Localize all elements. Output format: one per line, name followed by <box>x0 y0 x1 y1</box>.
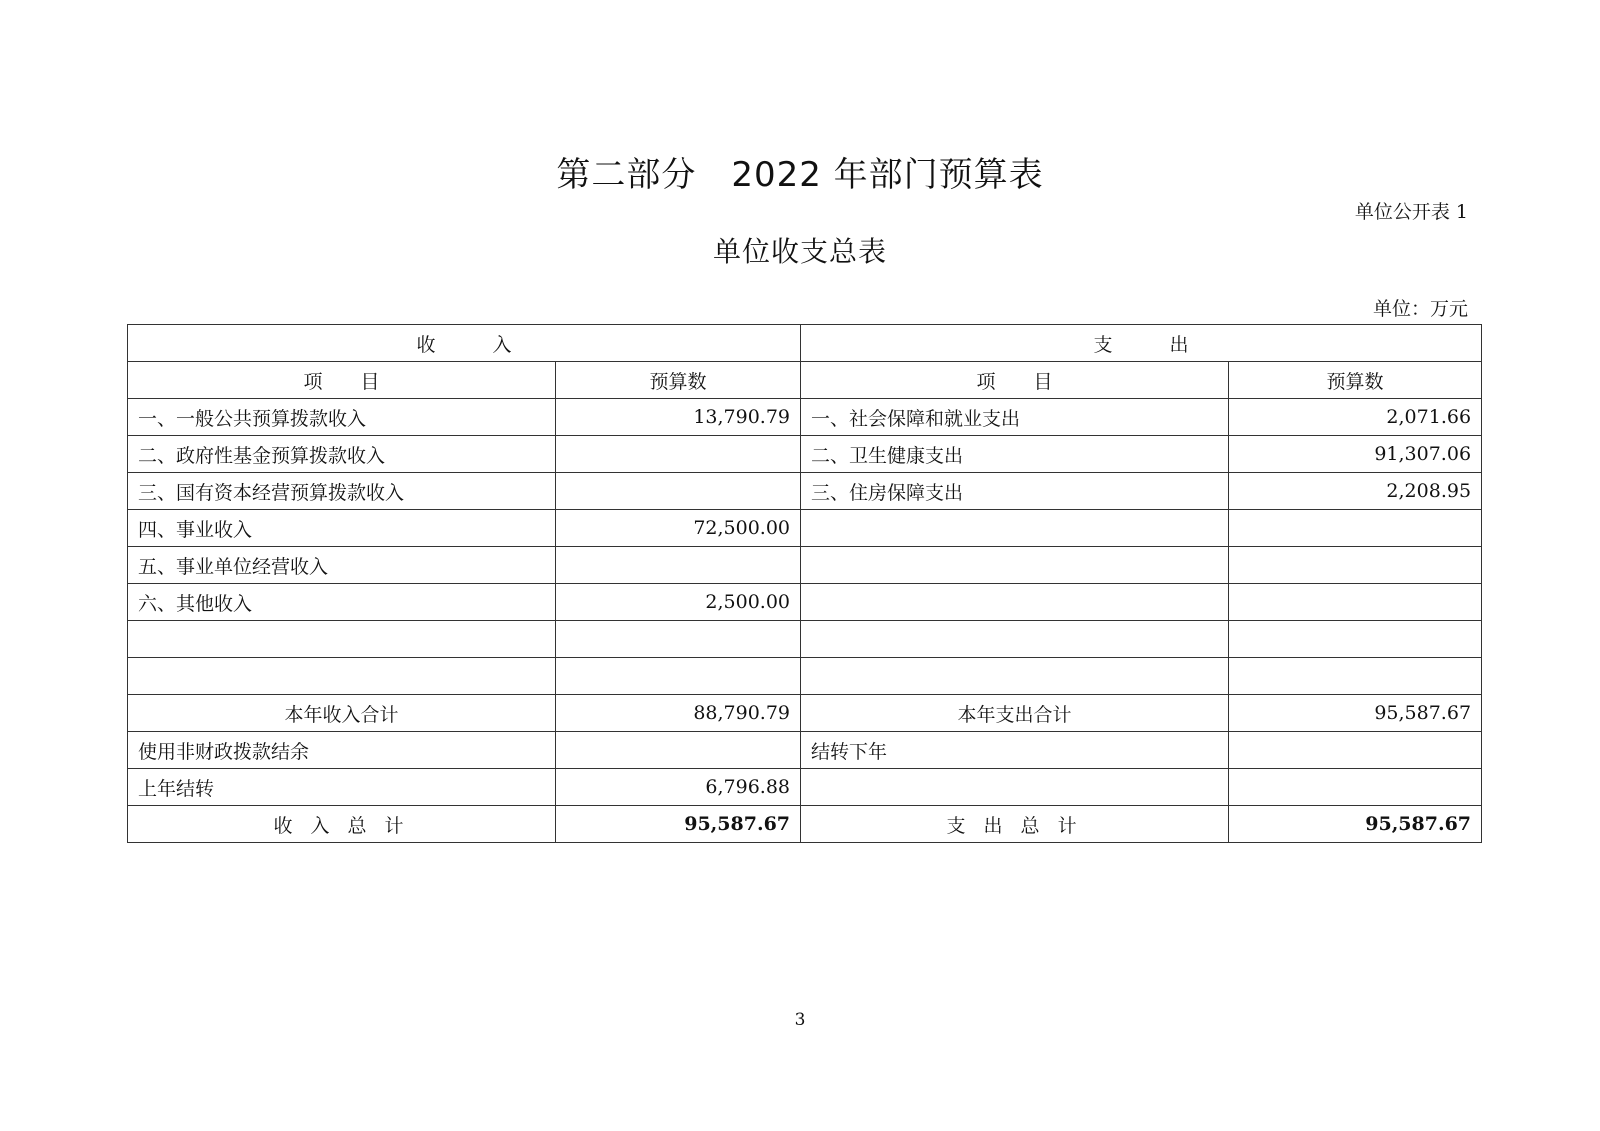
expense-item <box>801 547 1229 584</box>
expense-value <box>1229 510 1482 547</box>
expense-subtotal-value: 95,587.67 <box>1229 695 1482 732</box>
income-value <box>556 621 801 658</box>
income-value <box>556 473 801 510</box>
income-value: 72,500.00 <box>556 510 801 547</box>
expense-value <box>1229 584 1482 621</box>
table-code: 单位公开表 1 <box>1354 201 1468 223</box>
total-row <box>128 806 1482 843</box>
page-title: 第二部分 2022 年部门预算表 <box>556 155 1044 195</box>
expense-value: 91,307.06 <box>1229 436 1482 473</box>
income-subtotal-value: 88,790.79 <box>556 695 801 732</box>
table-row <box>128 658 1482 695</box>
expense-total-value: 95,587.67 <box>1229 806 1482 843</box>
table-row <box>128 584 1482 621</box>
expense-subtotal-label: 本年支出合计 <box>801 695 1229 732</box>
expense-item: 结转下年 <box>801 732 1229 769</box>
table-row <box>128 473 1482 510</box>
subtotal-row <box>128 695 1482 732</box>
income-total-value: 95,587.67 <box>556 806 801 843</box>
income-item: 四、事业收入 <box>128 510 556 547</box>
expense-value <box>1229 621 1482 658</box>
unit-label: 单位：万元 <box>1372 298 1468 320</box>
income-item: 二、政府性基金预算拨款收入 <box>128 436 556 473</box>
income-item: 一、一般公共预算拨款收入 <box>128 399 556 436</box>
section-header-row <box>128 325 1482 362</box>
table-row <box>128 510 1482 547</box>
table-title: 单位收支总表 <box>712 235 887 268</box>
income-item: 六、其他收入 <box>128 584 556 621</box>
expense-item <box>801 584 1229 621</box>
income-item: 三、国有资本经营预算拨款收入 <box>128 473 556 510</box>
expense-value <box>1229 658 1482 695</box>
income-total-label: 收 入 总 计 <box>128 806 556 843</box>
expense-value <box>1229 769 1482 806</box>
expense-item-column-header: 项 目 <box>801 362 1229 399</box>
expense-item <box>801 658 1229 695</box>
table-row <box>128 732 1482 769</box>
income-item: 使用非财政拨款结余 <box>128 732 556 769</box>
expense-item <box>801 510 1229 547</box>
table-row <box>128 769 1482 806</box>
table-row <box>128 547 1482 584</box>
expense-value: 2,071.66 <box>1229 399 1482 436</box>
income-value: 2,500.00 <box>556 584 801 621</box>
expense-total-label: 支 出 总 计 <box>801 806 1229 843</box>
expense-item <box>801 621 1229 658</box>
expense-item: 一、社会保障和就业支出 <box>801 399 1229 436</box>
income-subtotal-label: 本年收入合计 <box>128 695 556 732</box>
income-value: 6,796.88 <box>556 769 801 806</box>
income-value <box>556 658 801 695</box>
income-value <box>556 436 801 473</box>
income-value <box>556 732 801 769</box>
table-row <box>128 621 1482 658</box>
income-budget-column-header: 预算数 <box>556 362 801 399</box>
income-item <box>128 658 556 695</box>
table-row <box>128 399 1482 436</box>
income-header: 收 入 <box>128 325 801 362</box>
expense-item: 二、卫生健康支出 <box>801 436 1229 473</box>
expense-item: 三、住房保障支出 <box>801 473 1229 510</box>
expense-budget-column-header: 预算数 <box>1229 362 1482 399</box>
expense-header: 支 出 <box>801 325 1482 362</box>
expense-value: 2,208.95 <box>1229 473 1482 510</box>
income-value <box>556 547 801 584</box>
page-number: 3 <box>794 1010 806 1030</box>
budget-table <box>127 324 1482 843</box>
income-item: 五、事业单位经营收入 <box>128 547 556 584</box>
income-item-column-header: 项 目 <box>128 362 556 399</box>
expense-value <box>1229 547 1482 584</box>
income-item: 上年结转 <box>128 769 556 806</box>
column-header-row <box>128 362 1482 399</box>
income-item <box>128 621 556 658</box>
income-value: 13,790.79 <box>556 399 801 436</box>
table-row <box>128 436 1482 473</box>
expense-value <box>1229 732 1482 769</box>
expense-item <box>801 769 1229 806</box>
